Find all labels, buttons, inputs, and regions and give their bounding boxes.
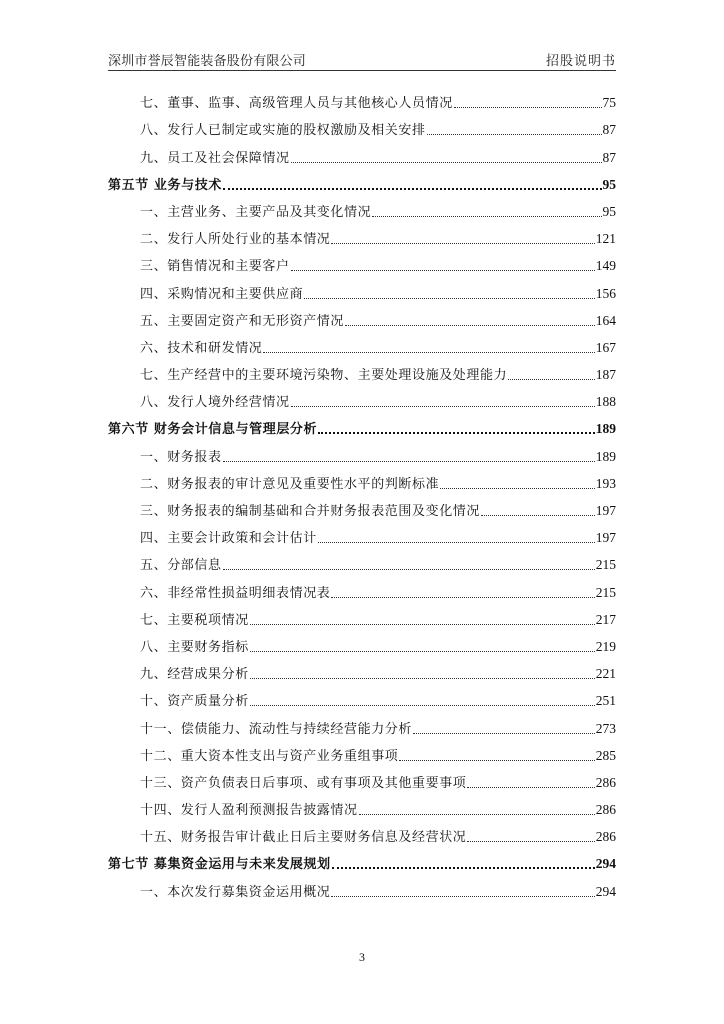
toc-entry-page: 95 — [602, 203, 616, 219]
toc-section-heading[interactable] — [108, 410, 616, 437]
toc-entry-page: 167 — [595, 339, 616, 355]
toc-entry-page: 286 — [595, 829, 616, 845]
toc-entry-page: 294 — [595, 856, 616, 872]
toc-leader-dots — [467, 839, 594, 842]
toc-entry[interactable] — [108, 302, 616, 329]
toc-leader-dots — [291, 160, 602, 163]
toc-leader-dots — [399, 758, 594, 761]
toc-entry[interactable] — [108, 492, 616, 519]
toc-entry-title: 二、发行人所处行业的基本情况 — [140, 232, 331, 248]
toc-entry[interactable] — [108, 682, 616, 709]
toc-entry-title: 七、主要税项情况 — [140, 612, 249, 628]
toc-entry-title: 六、非经常性损益明细表情况表 — [140, 585, 331, 601]
toc-leader-dots — [481, 513, 595, 516]
toc-leader-dots — [318, 430, 595, 434]
toc-entry-title: 五、分部信息 — [140, 558, 222, 574]
toc-leader-dots — [331, 894, 594, 897]
toc-entry[interactable] — [108, 709, 616, 736]
toc-entry-title: 八、主要财务指标 — [140, 639, 249, 655]
toc-entry-title: 四、采购情况和主要供应商 — [140, 286, 304, 302]
toc-leader-dots — [223, 459, 595, 462]
toc-leader-dots — [413, 731, 595, 734]
toc-entry-title: 一、财务报表 — [140, 449, 222, 465]
toc-leader-dots — [291, 404, 595, 407]
toc-entry-title: 第六节 财务会计信息与管理层分析 — [108, 422, 318, 438]
toc-entry-title: 七、生产经营中的主要环境污染物、主要处理设施及处理能力 — [140, 368, 508, 384]
toc-entry-title: 八、发行人境外经营情况 — [140, 395, 290, 411]
toc-entry-page: 221 — [595, 666, 616, 682]
toc-entry[interactable] — [108, 791, 616, 818]
toc-entry-title: 十二、重大资本性支出与资产业务重组事项 — [140, 748, 399, 764]
toc-entry-page: 251 — [595, 693, 616, 709]
toc-entry-title: 三、财务报表的编制基础和合并财务报表范围及变化情况 — [140, 504, 481, 519]
toc-entry[interactable] — [108, 601, 616, 628]
toc-entry-page: 286 — [595, 802, 616, 818]
toc-leader-dots — [250, 676, 595, 679]
toc-entry-title: 四、主要会计政策和会计估计 — [140, 531, 317, 547]
toc-entry-title: 十五、财务报告审计截止日后主要财务信息及经营状况 — [140, 830, 467, 846]
toc-entry[interactable] — [108, 737, 616, 764]
toc-entry-page: 285 — [595, 747, 616, 763]
toc-leader-dots — [250, 622, 595, 625]
toc-entry[interactable] — [108, 111, 616, 138]
toc-entry[interactable] — [108, 84, 616, 111]
header-divider — [108, 70, 616, 71]
toc-leader-dots — [304, 296, 595, 299]
toc-entry[interactable] — [108, 356, 616, 383]
toc-entry-page: 215 — [595, 584, 616, 600]
toc-entry-page: 189 — [595, 448, 616, 464]
toc-entry[interactable] — [108, 764, 616, 791]
toc-entry-page: 189 — [595, 421, 616, 437]
toc-entry-page: 149 — [595, 258, 616, 274]
toc-entry-title: 六、技术和研发情况 — [140, 340, 263, 356]
toc-leader-dots — [508, 377, 595, 380]
toc-leader-dots — [454, 105, 602, 108]
toc-entry-page: 87 — [602, 149, 616, 165]
toc-entry-page: 193 — [595, 475, 616, 491]
header-document-type: 招股说明书 — [545, 54, 616, 69]
toc-entry[interactable] — [108, 329, 616, 356]
toc-leader-dots — [223, 186, 602, 190]
toc-entry[interactable] — [108, 274, 616, 301]
header-company-name: 深圳市誉辰智能装备股份有限公司 — [108, 54, 307, 69]
toc-entry-page: 273 — [595, 720, 616, 736]
toc-leader-dots — [440, 486, 595, 489]
toc-leader-dots — [331, 595, 594, 598]
toc-entry-title: 七、董事、监事、高级管理人员与其他核心人员情况 — [140, 96, 453, 112]
toc-entry-title: 第五节 业务与技术 — [108, 177, 222, 193]
toc-leader-dots — [291, 268, 595, 271]
toc-entry[interactable] — [108, 872, 616, 899]
toc-entry-page: 87 — [602, 122, 616, 138]
toc-entry-title: 二、财务报表的审计意见及重要性水平的判断标准 — [140, 476, 440, 492]
page-header — [108, 50, 616, 68]
page-number: 3 — [359, 950, 365, 964]
toc-entry[interactable] — [108, 573, 616, 600]
toc-entry-page: 197 — [595, 530, 616, 546]
toc-entry[interactable] — [108, 818, 616, 845]
toc-entry-page: 164 — [595, 312, 616, 328]
toc-entry-title: 三、销售情况和主要客户 — [140, 259, 290, 275]
toc-entry-page: 75 — [602, 95, 616, 111]
toc-leader-dots — [467, 785, 594, 788]
toc-leader-dots — [318, 540, 595, 543]
toc-entry-title: 十三、资产负债表日后事项、或有事项及其他重要事项 — [140, 775, 467, 791]
toc-entry-title: 十、资产质量分析 — [140, 694, 249, 710]
toc-entry-page: 187 — [595, 367, 616, 383]
toc-entry-page: 95 — [602, 176, 616, 192]
toc-entry-title: 一、主营业务、主要产品及其变化情况 — [140, 204, 372, 220]
toc-entry[interactable] — [108, 628, 616, 655]
toc-leader-dots — [250, 703, 595, 706]
toc-entry-title: 九、经营成果分析 — [140, 667, 249, 683]
toc-leader-dots — [359, 812, 595, 815]
toc-entry-page: 294 — [595, 883, 616, 899]
toc-entry-title: 五、主要固定资产和无形资产情况 — [140, 313, 345, 329]
toc-entry[interactable] — [108, 220, 616, 247]
toc-entry[interactable] — [108, 655, 616, 682]
toc-entry-title: 九、员工及社会保障情况 — [140, 150, 290, 166]
toc-leader-dots — [332, 865, 595, 869]
toc-entry[interactable] — [108, 247, 616, 274]
toc-entry-title: 十一、偿债能力、流动性与持续经营能力分析 — [140, 721, 413, 737]
toc-entry[interactable] — [108, 546, 616, 573]
toc-entry-title: 一、本次发行募集资金运用概况 — [140, 884, 331, 900]
toc-section-heading[interactable] — [108, 845, 616, 872]
toc-leader-dots — [345, 323, 595, 326]
toc-entry-page: 286 — [595, 774, 616, 790]
toc-leader-dots — [263, 350, 594, 353]
toc-entry-page: 219 — [595, 638, 616, 654]
toc-entry-title: 八、发行人已制定或实施的股权激励及相关安排 — [140, 123, 426, 139]
toc-leader-dots — [372, 214, 601, 217]
toc-leader-dots — [427, 132, 602, 135]
toc-entry[interactable] — [108, 519, 616, 546]
toc-leader-dots — [223, 567, 595, 570]
toc-entry-page: 197 — [595, 503, 616, 518]
toc-entry[interactable] — [108, 465, 616, 492]
toc-entry[interactable] — [108, 138, 616, 165]
toc-entry[interactable] — [108, 437, 616, 464]
toc-entry-page: 121 — [595, 231, 616, 247]
toc-entry-page: 217 — [595, 611, 616, 627]
toc-entry-page: 188 — [595, 394, 616, 410]
toc-entry-page: 156 — [595, 285, 616, 301]
table-of-contents — [108, 84, 616, 900]
toc-entry[interactable] — [108, 193, 616, 220]
toc-leader-dots — [331, 241, 594, 244]
toc-entry-title: 十四、发行人盈利预测报告披露情况 — [140, 803, 358, 819]
toc-leader-dots — [250, 649, 595, 652]
toc-entry-page: 215 — [595, 557, 616, 573]
toc-entry-title: 第七节 募集资金运用与未来发展规划 — [108, 857, 331, 873]
toc-section-heading[interactable] — [108, 166, 616, 193]
toc-entry[interactable] — [108, 383, 616, 410]
